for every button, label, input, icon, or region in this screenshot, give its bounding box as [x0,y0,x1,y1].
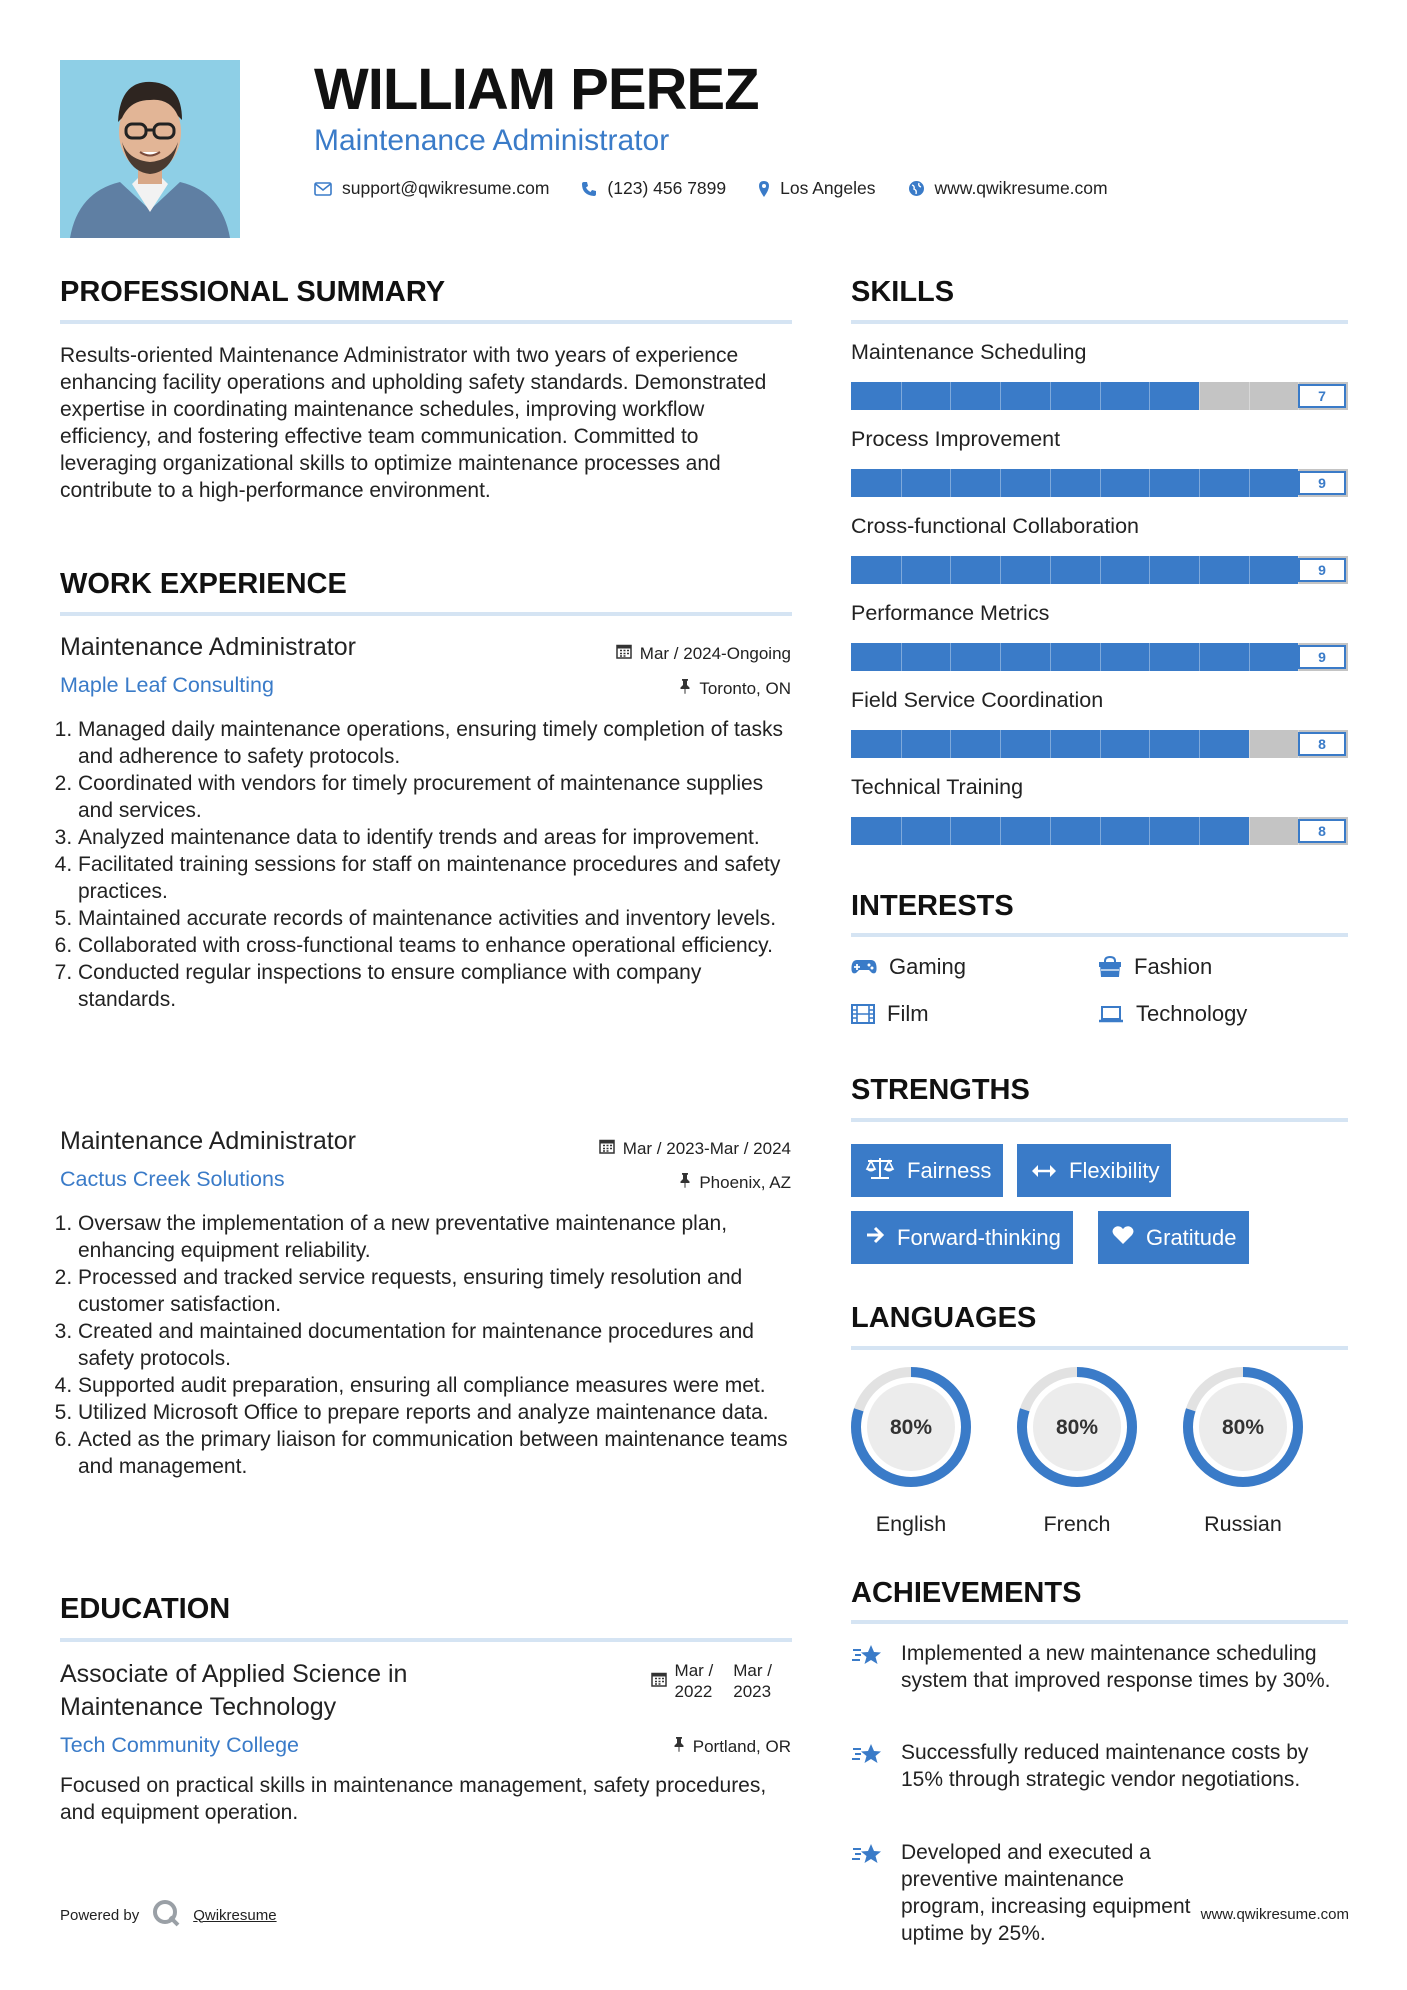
skill-bar-segment [1249,643,1250,671]
skill-bar-segment [1149,556,1150,584]
phone-icon [581,181,597,197]
interests-divider [851,933,1348,937]
job-2-dates-text: Mar / 2023-Mar / 2024 [622,1138,791,1158]
skill-label: Process Improvement [851,427,1061,451]
skill-level-badge: 9 [1298,645,1346,669]
skill-bar-segment [901,817,902,845]
skill-bar-segment [901,469,902,497]
duty-item: 5. Utilized Microsoft Office to prepare reports and analyze maintenance data. [78,1399,795,1426]
achievement-item [851,1640,1351,1694]
education-school: Tech Community College [60,1733,299,1757]
interest-technology [1098,1001,1247,1027]
skill-bar-segment [1050,469,1051,497]
skills-divider [851,320,1348,324]
achievement-text: Successfully reduced maintenance costs by 15% through strategic vendor negotiations. [901,1741,1309,1791]
language-item [1181,1365,1305,1537]
calendar-icon [616,643,632,664]
languages-divider [851,1346,1348,1350]
candidate-name: WILLIAM PEREZ [314,57,759,122]
pushpin-icon [673,1736,685,1757]
duty-item: 3. Analyzed maintenance data to identify trends and areas for improvement. [78,824,795,851]
education-title: EDUCATION [60,1593,231,1625]
skill-bar-segment [1000,730,1001,758]
skill-bar-fill [851,469,1298,497]
education-location-text: Portland, OR [692,1736,791,1756]
skill-bar-segment [1149,469,1150,497]
skill-label: Field Service Coordination [851,688,1104,712]
job-2-location-text: Phoenix, AZ [699,1172,791,1192]
job-2-location [679,1172,791,1193]
pushpin-icon [679,1172,691,1193]
degree-line-1: Associate of Applied Science in [60,1660,408,1688]
language-name: French [1043,1512,1111,1536]
skill-bar-segment [950,382,951,410]
skill-bar-segment [1249,382,1250,410]
envelope-icon [314,182,332,196]
language-ring [1015,1365,1139,1489]
interest-gaming [851,954,966,980]
skill-bar-segment [1050,556,1051,584]
education-start-year: 2022 [674,1682,713,1701]
skill-bar-segment [1100,730,1101,758]
qwikresume-logo-icon [151,1898,181,1932]
shooting-star-icon [851,1739,885,1793]
duty-item: 5. Maintained accurate records of maintenance activities and inventory levels. [78,905,795,932]
skill-bar-segment [1000,817,1001,845]
skill-bar-fill [851,556,1298,584]
education-dates [651,1660,772,1702]
skill-bar [851,817,1348,845]
duty-item: 1. Managed daily maintenance operations, ensuring timely completion of tasks and adherence to safety protocols. [78,716,795,770]
shooting-star-icon [851,1640,885,1694]
strength-flexibility [1017,1144,1171,1197]
job-1-location [679,678,791,699]
achievements-title: ACHIEVEMENTS [851,1577,1082,1609]
achievement-text: Developed and executed a preventive maintenance program, increasing equipment uptime by 25%. [901,1841,1191,1945]
skill-bar-segment [1249,730,1250,758]
skill-bar-segment [1000,643,1001,671]
interest-film [851,1001,929,1027]
skill-bar-segment [1249,556,1250,584]
language-item [849,1365,973,1537]
interest-label: Film [887,1001,929,1026]
summary-title: PROFESSIONAL SUMMARY [60,276,446,308]
language-ring [1181,1365,1305,1489]
language-percent: 80% [1055,1416,1099,1439]
skill-bar-segment [950,643,951,671]
skill-bar-segment [1050,643,1051,671]
skill-level-badge: 8 [1298,819,1346,843]
education-end [733,1660,772,1702]
skill-bar-segment [1000,469,1001,497]
skill-bar-segment [1149,817,1150,845]
skill-bar-segment [1100,817,1101,845]
skill-bar-segment [1100,556,1101,584]
skill-bar-segment [1050,817,1051,845]
strength-label: Gratitude [1146,1224,1237,1250]
balance-scale-icon [865,1156,895,1186]
skill-bar-segment [901,382,902,410]
duty-item: 7. Conducted regular inspections to ensure compliance with company standards. [78,959,795,1013]
language-ring [849,1365,973,1489]
qwikresume-link[interactable]: Qwikresume [193,1906,277,1924]
skill-bar-segment [950,817,951,845]
language-percent: 80% [1221,1416,1265,1439]
education-start [675,1660,714,1702]
degree-title [60,1658,407,1724]
skill-bar-segment [1000,382,1001,410]
education-description: Focused on practical skills in maintenance management, safety procedures, and equipment operation. [60,1774,767,1824]
skills-title: SKILLS [851,276,955,308]
skill-bar [851,730,1348,758]
language-name: Russian [1204,1512,1282,1536]
interest-fashion [1098,954,1212,980]
strengths-title: STRENGTHS [851,1074,1030,1106]
calendar-icon [651,1671,667,1692]
strength-label: Fairness [907,1157,992,1183]
education-end-year: 2023 [733,1682,772,1701]
skill-bar-segment [1199,556,1200,584]
gamepad-icon [851,958,877,976]
contact-phone[interactable]: (123) 456 7899 [607,178,727,198]
strength-fairness [851,1144,1003,1197]
skill-bar-segment [1000,556,1001,584]
summary-divider [60,320,792,324]
job-1-company: Maple Leaf Consulting [60,673,274,697]
education-location [673,1736,791,1757]
skill-level-badge: 7 [1298,384,1346,408]
contact-website[interactable]: www.qwikresume.com [934,178,1108,198]
achievement-item [851,1739,1351,1793]
skill-bar-segment [950,469,951,497]
shooting-star-icon [851,1839,885,1947]
skill-bar [851,643,1348,671]
degree-line-2: Maintenance Technology [60,1693,337,1721]
laptop-icon [1098,1005,1124,1023]
skill-bar [851,469,1348,497]
globe-icon [908,180,925,197]
interest-label: Gaming [889,954,967,979]
work-divider [60,612,792,616]
skill-bar-segment [1249,469,1250,497]
achievement-item [851,1839,1351,1947]
contact-email[interactable]: support@qwikresume.com [342,178,550,198]
job-1-dates [616,643,791,664]
skill-bar-segment [1199,730,1200,758]
strength-forward-thinking [851,1211,1073,1264]
skill-bar-segment [950,556,951,584]
skill-bar-segment [1249,817,1250,845]
skill-bar-segment [1199,643,1200,671]
job-2-title: Maintenance Administrator [60,1127,356,1155]
skill-bar [851,382,1348,410]
skill-bar-segment [1050,382,1051,410]
languages-title: LANGUAGES [851,1302,1037,1334]
strength-label: Forward-thinking [897,1224,1061,1250]
footer-site[interactable]: www.qwikresume.com [1200,1906,1349,1923]
duty-item: 3. Created and maintained documentation for maintenance procedures and safety protocols. [78,1318,795,1372]
footer-powered-by [60,1898,277,1932]
skill-bar-segment [1149,730,1150,758]
interests-title: INTERESTS [851,890,1014,922]
skill-bar-fill [851,643,1298,671]
skill-bar-segment [1149,643,1150,671]
strength-gratitude [1098,1211,1249,1264]
duty-item: 1. Oversaw the implementation of a new preventative maintenance plan, enhancing equipment reliability. [78,1210,795,1264]
achievement-text: Implemented a new maintenance scheduling system that improved response times by 30%. [901,1642,1331,1692]
job-2-company: Cactus Creek Solutions [60,1167,285,1191]
skill-level-badge: 9 [1298,558,1346,582]
skill-bar-segment [901,730,902,758]
duty-item: 2. Processed and tracked service requests, ensuring timely resolution and customer satisfaction. [78,1264,795,1318]
duty-item: 4. Supported audit preparation, ensuring all compliance measures were met. [78,1372,795,1399]
skill-bar-segment [950,730,951,758]
skill-level-badge: 9 [1298,471,1346,495]
education-start-month: Mar / [674,1661,714,1680]
skill-bar-segment [901,643,902,671]
contact-location: Los Angeles [780,178,876,198]
duty-item: 6. Collaborated with cross-functional teams to enhance operational efficiency. [78,932,795,959]
interest-label: Fashion [1134,954,1213,979]
profile-photo [60,60,240,238]
duty-item: 4. Facilitated training sessions for staff on maintenance procedures and safety practices. [78,851,795,905]
skill-bar-segment [1199,817,1200,845]
strength-label: Flexibility [1069,1157,1160,1183]
language-item [1015,1365,1139,1537]
language-name: English [875,1512,947,1536]
calendar-icon [599,1138,615,1159]
skill-bar-segment [1199,382,1200,410]
skill-label: Cross-functional Collaboration [851,514,1140,538]
skill-bar-segment [1100,469,1101,497]
language-percent: 80% [889,1416,933,1439]
shopping-bag-icon [1098,956,1122,978]
achievements-divider [851,1620,1348,1624]
film-icon [851,1004,875,1024]
education-divider [60,1638,792,1642]
job-1-dates-text: Mar / 2024-Ongoing [639,643,791,663]
skill-bar-segment [1100,643,1101,671]
arrows-horizontal-icon [1031,1158,1057,1184]
job-2-duties [60,1210,795,1480]
skill-bar-fill [851,382,1199,410]
map-pin-icon [758,180,770,198]
summary-text: Results-oriented Maintenance Administrator with two years of experience enhancing facility operations and upholding safety standards. Demonstrated expertise in coordinating maintenance schedules, improving workflow efficiency, and fostering effective team communication. Committed to leveraging organizational skills to optimize maintenance processes and contribute to a high-performance environment. [60,344,767,502]
candidate-role: Maintenance Administrator [314,124,670,157]
skill-bar-segment [1149,382,1150,410]
strengths-divider [851,1118,1348,1122]
skill-label: Performance Metrics [851,601,1050,625]
skill-bar-segment [1100,382,1101,410]
skill-bar [851,556,1348,584]
skill-level-badge: 8 [1298,732,1346,756]
duty-item: 2. Coordinated with vendors for timely procurement of maintenance supplies and services. [78,770,795,824]
interest-label: Technology [1136,1001,1248,1026]
powered-by-text: Powered by [60,1906,140,1924]
contact-bar [314,178,1108,199]
job-1-title: Maintenance Administrator [60,633,356,661]
duty-item: 6. Acted as the primary liaison for communication between maintenance teams and management. [78,1426,795,1480]
skill-bar-segment [901,556,902,584]
work-title: WORK EXPERIENCE [60,568,347,600]
arrow-right-icon [865,1225,885,1251]
skill-bar-segment [1199,469,1200,497]
job-2-dates [599,1138,791,1159]
pushpin-icon [679,678,691,699]
skill-label: Maintenance Scheduling [851,340,1087,364]
skill-label: Technical Training [851,775,1024,799]
education-end-month: Mar / [733,1661,772,1680]
heart-icon [1112,1225,1134,1251]
job-1-location-text: Toronto, ON [699,678,791,698]
job-1-duties [60,716,795,1013]
skill-bar-segment [1050,730,1051,758]
